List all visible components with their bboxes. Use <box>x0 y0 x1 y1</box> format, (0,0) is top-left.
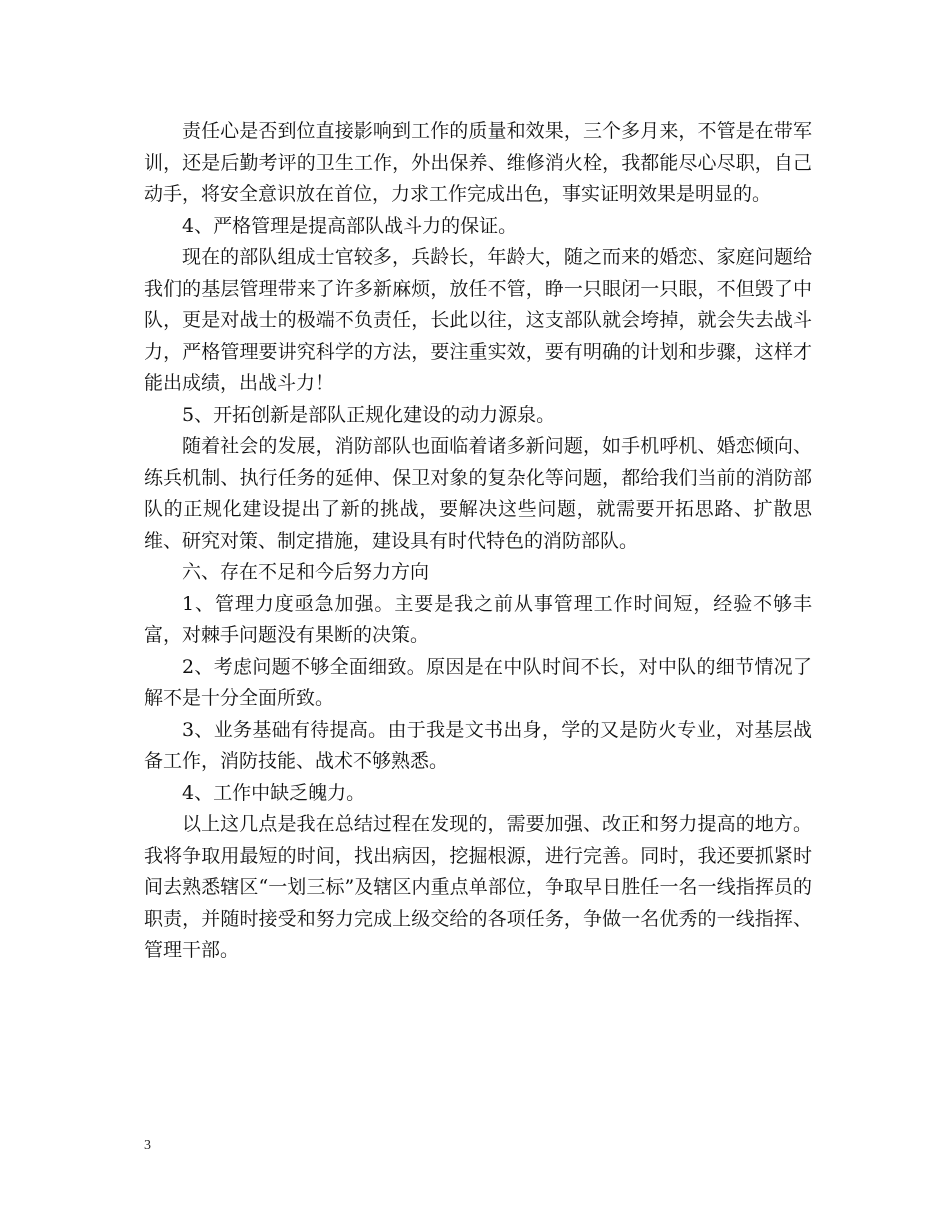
heading-shortcomings: 六、存在不足和今后努力方向 <box>182 561 430 583</box>
page-number: 3 <box>144 1138 151 1153</box>
paragraph-shortcoming-4: 4、工作中缺乏魄力。 <box>182 781 366 804</box>
paragraph-conclusion: 以上这几点是我在总结过程在发现的，需要加强、改正和努力提高的地方。我将争取用最短的时间，找出病因，挖掘根源，进行完善。同时，我还要抓紧时间去熟悉辖区“一划三标”及辖区内重点单部位，争取早日胜任一名一线指挥员的职责，并随时接受和努力完成上级交给的各项任务，争做一名优秀的一线指挥、管理干部。 <box>144 813 812 961</box>
paragraph-shortcoming-1: 1、管理力度亟急加强。主要是我之前从事管理工作时间短，经验不够丰富，对棘手问题没有果断的决策。 <box>144 592 812 646</box>
heading-strict-management: 4、严格管理是提高部队战斗力的保证。 <box>182 214 518 237</box>
paragraph-strict-management: 现在的部队组成士官较多，兵龄长，年龄大，随之而来的婚恋、家庭问题给我们的基层管理带来了许多新麻烦，放任不管，睁一只眼闭一只眼，不但毁了中队，更是对战士的极端不负责任，长此以往，这支部队就会垮掉，就会失去战斗力，严格管理要讲究科学的方法，要注重实效，要有明确的计划和步骤，这样才能出成绩，出战斗力！ <box>144 246 812 394</box>
paragraph-shortcoming-2: 2、考虑问题不够全面细致。原因是在中队时间不长，对中队的细节情况了解不是十分全面所致。 <box>144 655 812 709</box>
document-body <box>144 116 812 967</box>
paragraph-responsibility: 责任心是否到位直接影响到工作的质量和效果，三个多月来，不管是在带军训，还是后勤考评的卫生工作，外出保养、维修消火栓，我都能尽心尽职，自己动手，将安全意识放在首位，力求工作完成出色，事实证明效果是明显的。 <box>144 120 812 205</box>
heading-innovation: 5、开拓创新是部队正规化建设的动力源泉。 <box>182 403 556 426</box>
paragraph-shortcoming-3: 3、业务基础有待提高。由于我是文书出身，学的又是防火专业，对基层战备工作，消防技能、战术不够熟悉。 <box>144 718 812 772</box>
paragraph-innovation: 随着社会的发展，消防部队也面临着诸多新问题，如手机呼机、婚恋倾向、练兵机制、执行任务的延伸、保卫对象的复杂化等问题，都给我们当前的消防部队的正规化建设提出了新的挑战，要解决这些问题，就需要开拓思路、扩散思维、研究对策、制定措施，建设具有时代特色的消防部队。 <box>144 435 812 552</box>
